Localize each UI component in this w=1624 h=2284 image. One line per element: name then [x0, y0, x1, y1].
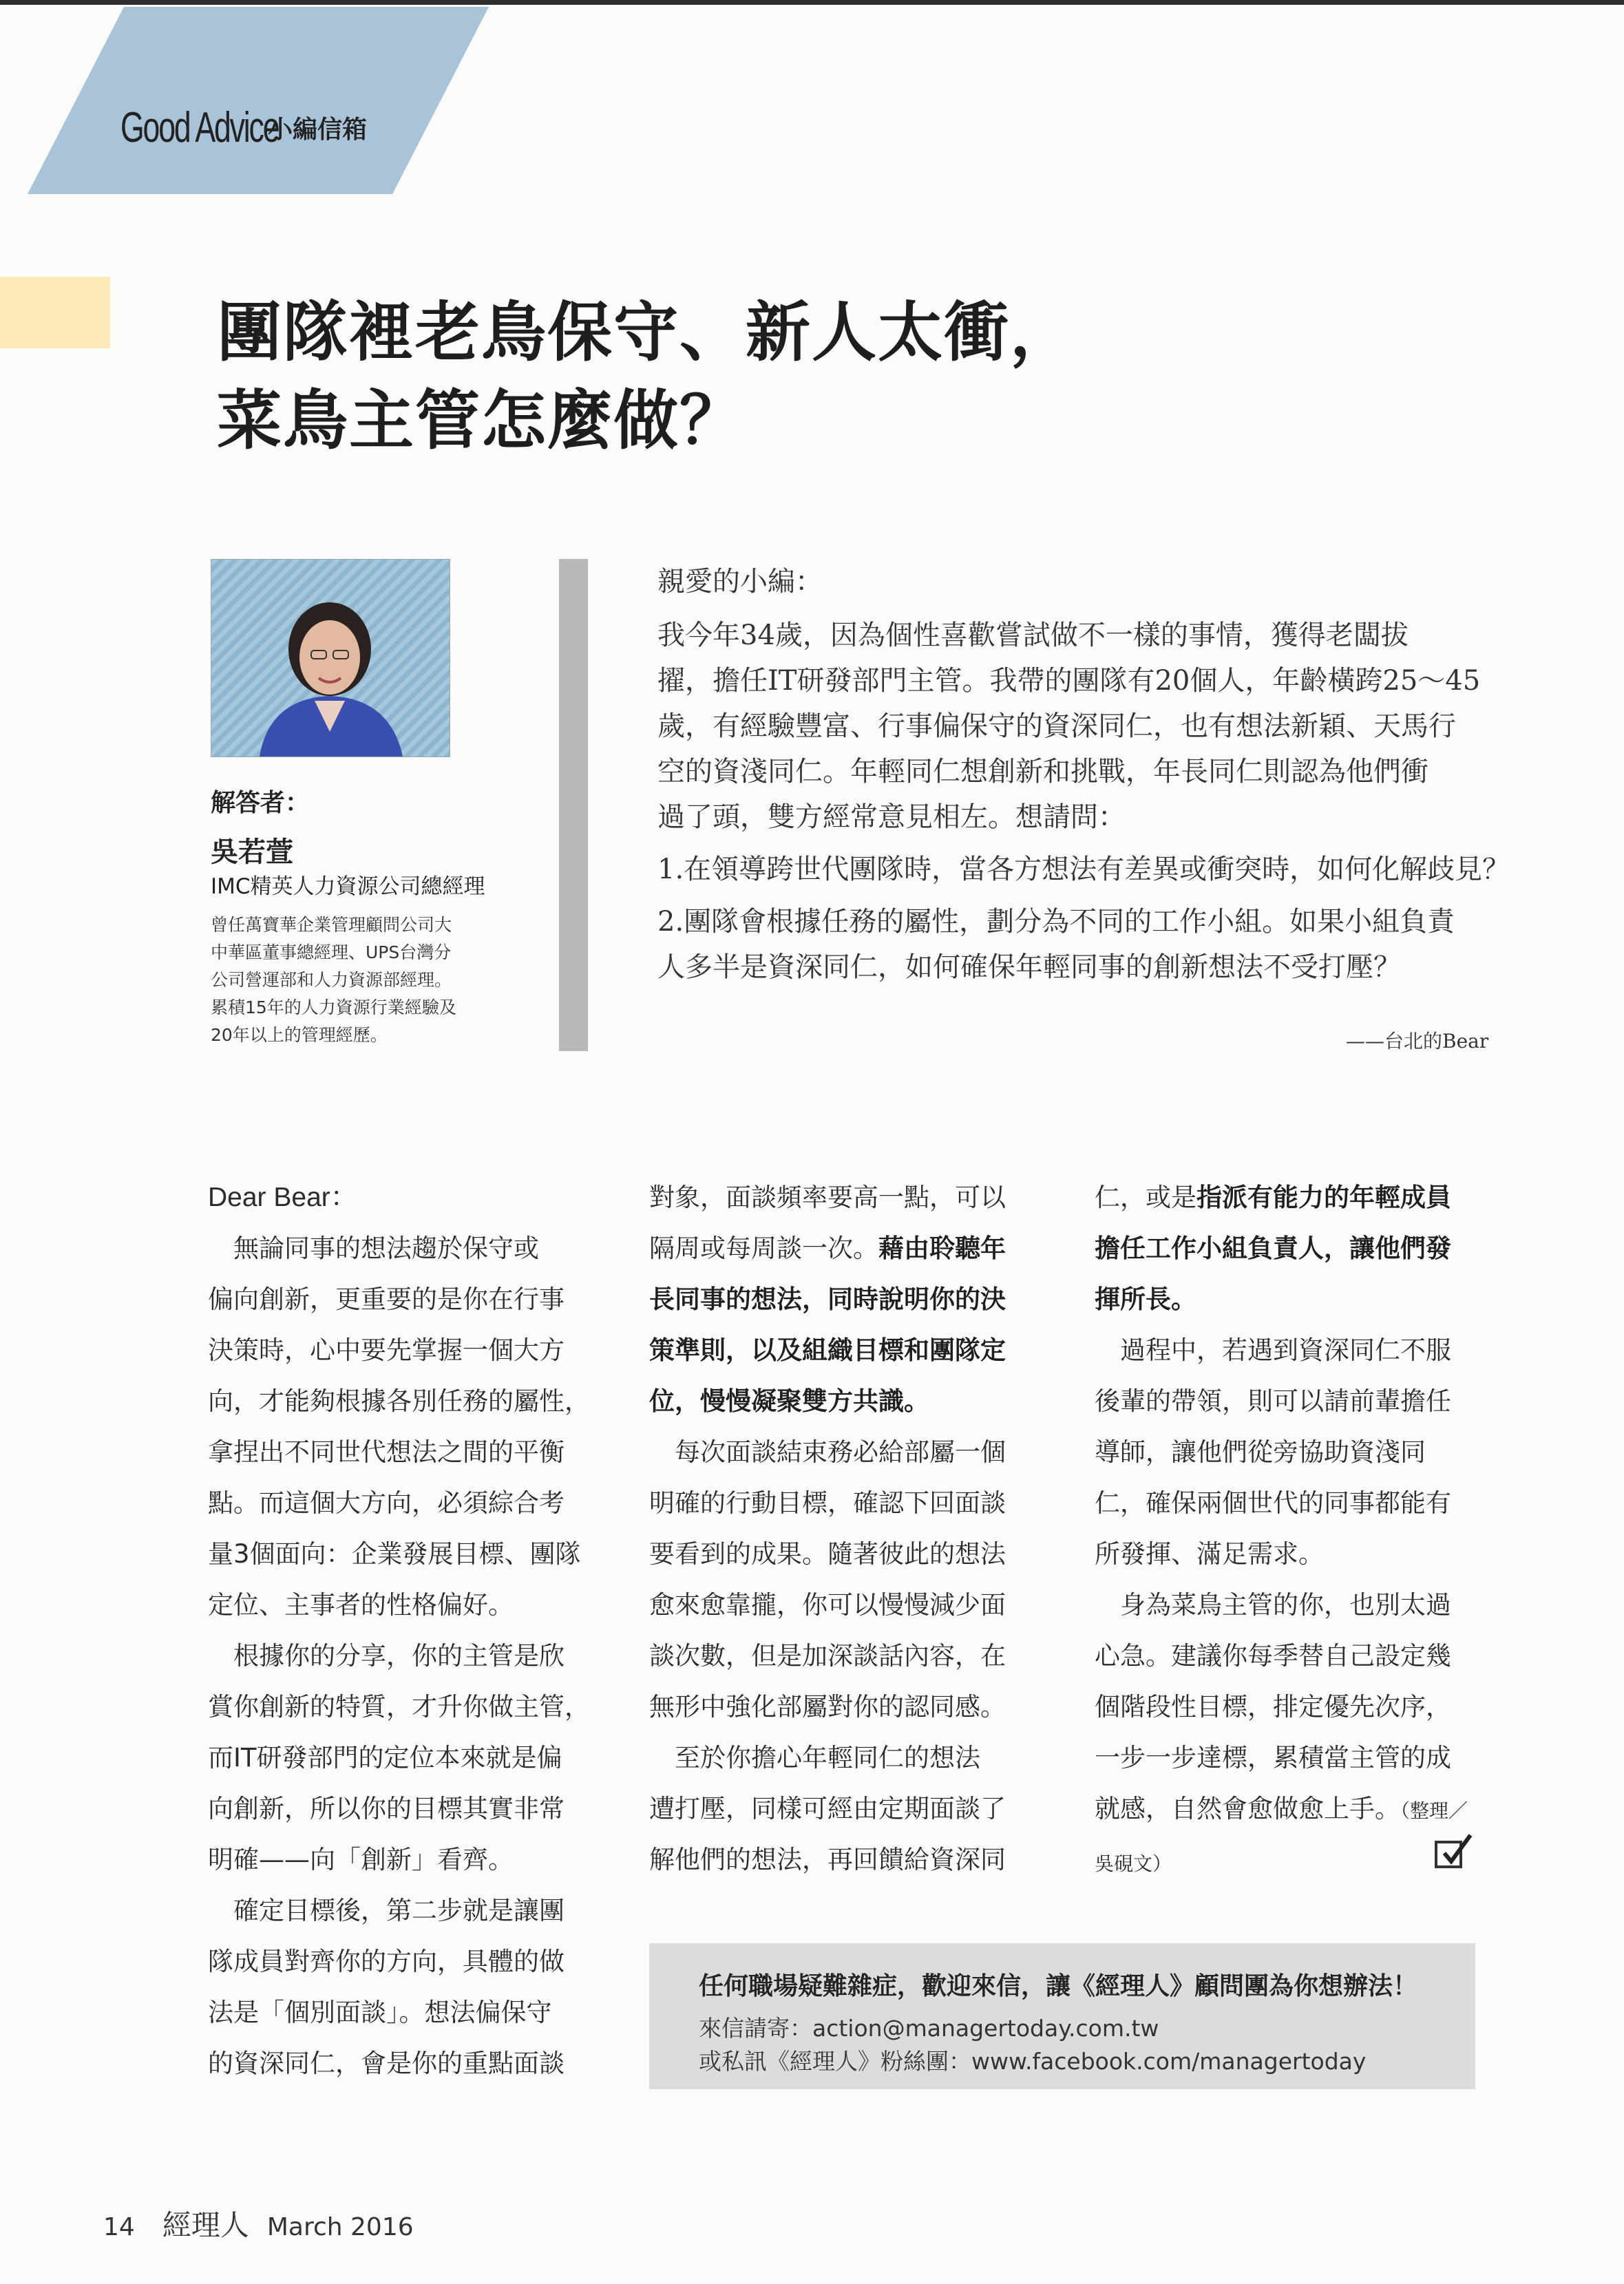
reply-line: 心急。建議你每季替自己設定幾 [1095, 1641, 1451, 1671]
reply-line: 偏向創新，更重要的是你在行事 [208, 1284, 565, 1314]
section-banner-text [120, 103, 367, 152]
reply-line-mixed [649, 1223, 1035, 1274]
reply-line: 遭打壓，同樣可經由定期面談了 [649, 1794, 1006, 1823]
letter-signature: ——台北的Bear [1346, 1030, 1489, 1053]
reply-line: 明確的行動目標，確認下回面談 [649, 1488, 1006, 1518]
reply-line: 確定目標後，第二步就是讓團 [208, 1896, 565, 1925]
bio-line: 曾任萬寶華企業管理顧問公司大 [211, 915, 452, 935]
reply-emphasis: 指派有能力的年輕成員 [1196, 1183, 1451, 1212]
callout-title: 任何職場疑難雜症，歡迎來信，讓《經理人》顧問團為你想辦法！ [699, 1972, 1418, 2000]
reply-greeting: Dear Bear： [208, 1183, 357, 1212]
reply-line: 對象，面談頻率要高一點，可以 [649, 1183, 1006, 1212]
reply-line: 明確——向「創新」看齊。 [208, 1845, 514, 1874]
letter-question-2: 2.團隊會根據任務的屬性，劃分為不同的工作小組。如果小組負責 [657, 906, 1455, 938]
letter-line: 過了頭，雙方經常意見相左。想請問： [657, 801, 1126, 833]
reply-text: 隔周或每周談一次。 [649, 1234, 878, 1263]
bio-line: 累積15年的人力資源行業經驗及 [211, 997, 456, 1017]
page-footer [103, 2203, 414, 2244]
reply-credit: （整理／ [1400, 1799, 1468, 1822]
reply-line: 賞你創新的特質，才升你做主管， [208, 1692, 590, 1722]
answerer-title: IMC精英人力資源公司總經理 [211, 874, 485, 899]
reply-line: 決策時，心中要先掌握一個大方 [208, 1335, 565, 1365]
reply-emphasis: 擔任工作小組負責人，讓他們發 [1095, 1234, 1451, 1263]
reply-emphasis: 長同事的想法，同時說明你的決 [649, 1284, 1006, 1314]
magazine-name: 經理人 [162, 2208, 249, 2242]
bio-line: 20年以上的管理經歷。 [211, 1025, 388, 1045]
letter-line: 我今年34歲，因為個性喜歡嘗試做不一樣的事情，獲得老闆拔 [657, 620, 1409, 651]
reply-emphasis-line [1095, 1223, 1480, 1274]
reply-emphasis: 藉由聆聽年 [878, 1234, 1006, 1263]
page-number: 14 [103, 2213, 135, 2241]
section-banner [28, 7, 496, 194]
reply-line: 後輩的帶領，則可以請前輩擔任 [1095, 1386, 1451, 1416]
headline-line-1: 團隊裡老鳥保守、新人太衝， [217, 295, 1077, 370]
reply-line: 每次面談結束務必給部屬一個 [649, 1437, 1006, 1467]
reply-credit-line [1095, 1837, 1480, 1890]
reply-line: 解他們的想法，再回饋給資深同 [649, 1845, 1006, 1874]
reply-emphasis-line [1095, 1274, 1480, 1325]
reply-line: 量3個面向：企業發展目標、團隊 [208, 1539, 581, 1569]
reply-line: 法是「個別面談」。想法偏保守 [208, 1998, 552, 2027]
reply-line: 個階段性目標，排定優先次序， [1095, 1692, 1451, 1722]
reply-line: 導師，讓他們從旁協助資淺同 [1095, 1437, 1426, 1467]
letter-line: 歲，有經驗豐富、行事偏保守的資深同仁，也有想法新穎、天馬行 [657, 710, 1456, 742]
reply-line: 隊成員對齊你的方向，具體的做 [208, 1947, 565, 1976]
reply-column-1 [208, 1172, 593, 2089]
section-name-zh: 小編信箱 [268, 116, 368, 144]
reply-line: 身為菜鳥主管的你，也別太過 [1095, 1590, 1451, 1620]
reply-line: 一步一步達標，累積當主管的成 [1095, 1743, 1451, 1773]
letter-question-1: 1.在領導跨世代團隊時，當各方想法有差異或衝突時，如何化解歧見？ [657, 854, 1510, 885]
reply-line: 拿捏出不同世代想法之間的平衡 [208, 1437, 565, 1467]
contact-callout-box [649, 1943, 1475, 2089]
reply-line: 談次數，但是加深談話內容，在 [649, 1641, 1006, 1671]
answerer-bio [211, 911, 500, 1049]
end-mark-checkbox-icon [1433, 1832, 1475, 1871]
letter-salutation: 親愛的小編： [657, 566, 823, 598]
reply-emphasis-line [649, 1376, 1035, 1427]
reply-line-mixed [1095, 1784, 1480, 1837]
bio-line: 公司營運部和人力資源部經理。 [211, 970, 452, 990]
reply-line: 過程中，若遇到資深同仁不服 [1095, 1335, 1451, 1365]
reply-emphasis-line [649, 1274, 1035, 1325]
reply-line: 根據你的分享，你的主管是欣 [208, 1641, 565, 1671]
top-edge-line [0, 0, 1624, 5]
reply-line-mixed [1095, 1172, 1480, 1223]
reply-line: 至於你擔心年輕同仁的想法 [649, 1743, 980, 1773]
reply-line: 而IT研發部門的定位本來就是偏 [208, 1743, 562, 1773]
margin-color-tab [0, 277, 110, 348]
reply-emphasis: 揮所長。 [1095, 1284, 1196, 1314]
reply-line: 要看到的成果。隨著彼此的想法 [649, 1539, 1006, 1569]
reply-credit: 吳硯文） [1095, 1852, 1172, 1875]
reply-line: 向，才能夠根據各別任務的屬性， [208, 1386, 590, 1416]
reply-emphasis: 位，慢慢凝聚雙方共識。 [649, 1386, 929, 1416]
reply-text: 就感，自然會愈做愈上手。 [1095, 1794, 1400, 1823]
reply-line: 點。而這個大方向，必須綜合考 [208, 1488, 565, 1518]
reply-line: 定位、主事者的性格偏好。 [208, 1590, 514, 1620]
article-headline [217, 289, 1076, 465]
callout-email-line: 來信請寄：action@managertoday.com.tw [699, 2015, 1159, 2042]
letter-line: 擢，擔任IT研發部門主管。我帶的團隊有20個人，年齡橫跨25～45 [657, 665, 1481, 697]
reply-column-2 [649, 1172, 1035, 1885]
letter-line: 空的資淺同仁。年輕同仁想創新和挑戰，年長同仁則認為他們衝 [657, 756, 1428, 787]
reply-column-3 [1095, 1172, 1480, 1890]
answerer-name: 吳若萱 [211, 836, 293, 868]
letter-divider-bar [559, 559, 588, 1051]
reply-line: 的資深同仁，會是你的重點面談 [208, 2049, 565, 2078]
section-name-en: Good Advice [120, 104, 279, 151]
reply-text: 仁，或是 [1095, 1183, 1196, 1212]
reply-emphasis: 策準則，以及組織目標和團隊定 [649, 1335, 1006, 1365]
letter-question-2: 人多半是資深同仁，如何確保年輕同事的創新想法不受打壓？ [657, 951, 1401, 983]
reply-line: 無形中強化部屬對你的認同感。 [649, 1692, 1006, 1722]
issue-date: March 2016 [266, 2213, 414, 2241]
reply-line: 仁，確保兩個世代的同事都能有 [1095, 1488, 1451, 1518]
reply-line: 向創新，所以你的目標其實非常 [208, 1794, 565, 1823]
callout-facebook-line: 或私訊《經理人》粉絲團：www.facebook.com/managertoday [699, 2048, 1367, 2075]
bio-line: 中華區董事總經理、UPS台灣分 [211, 942, 452, 962]
reader-letter [657, 559, 1510, 1053]
reply-line: 所發揮、滿足需求。 [1095, 1539, 1324, 1569]
reply-emphasis-line [649, 1325, 1035, 1376]
headline-line-2: 菜鳥主管怎麼做？ [217, 383, 746, 458]
reply-line: 無論同事的想法趨於保守或 [208, 1234, 539, 1263]
answerer-label: 解答者： [211, 789, 310, 817]
reply-line: 愈來愈靠攏，你可以慢慢減少面 [649, 1590, 1006, 1620]
answerer-photo [211, 559, 450, 757]
